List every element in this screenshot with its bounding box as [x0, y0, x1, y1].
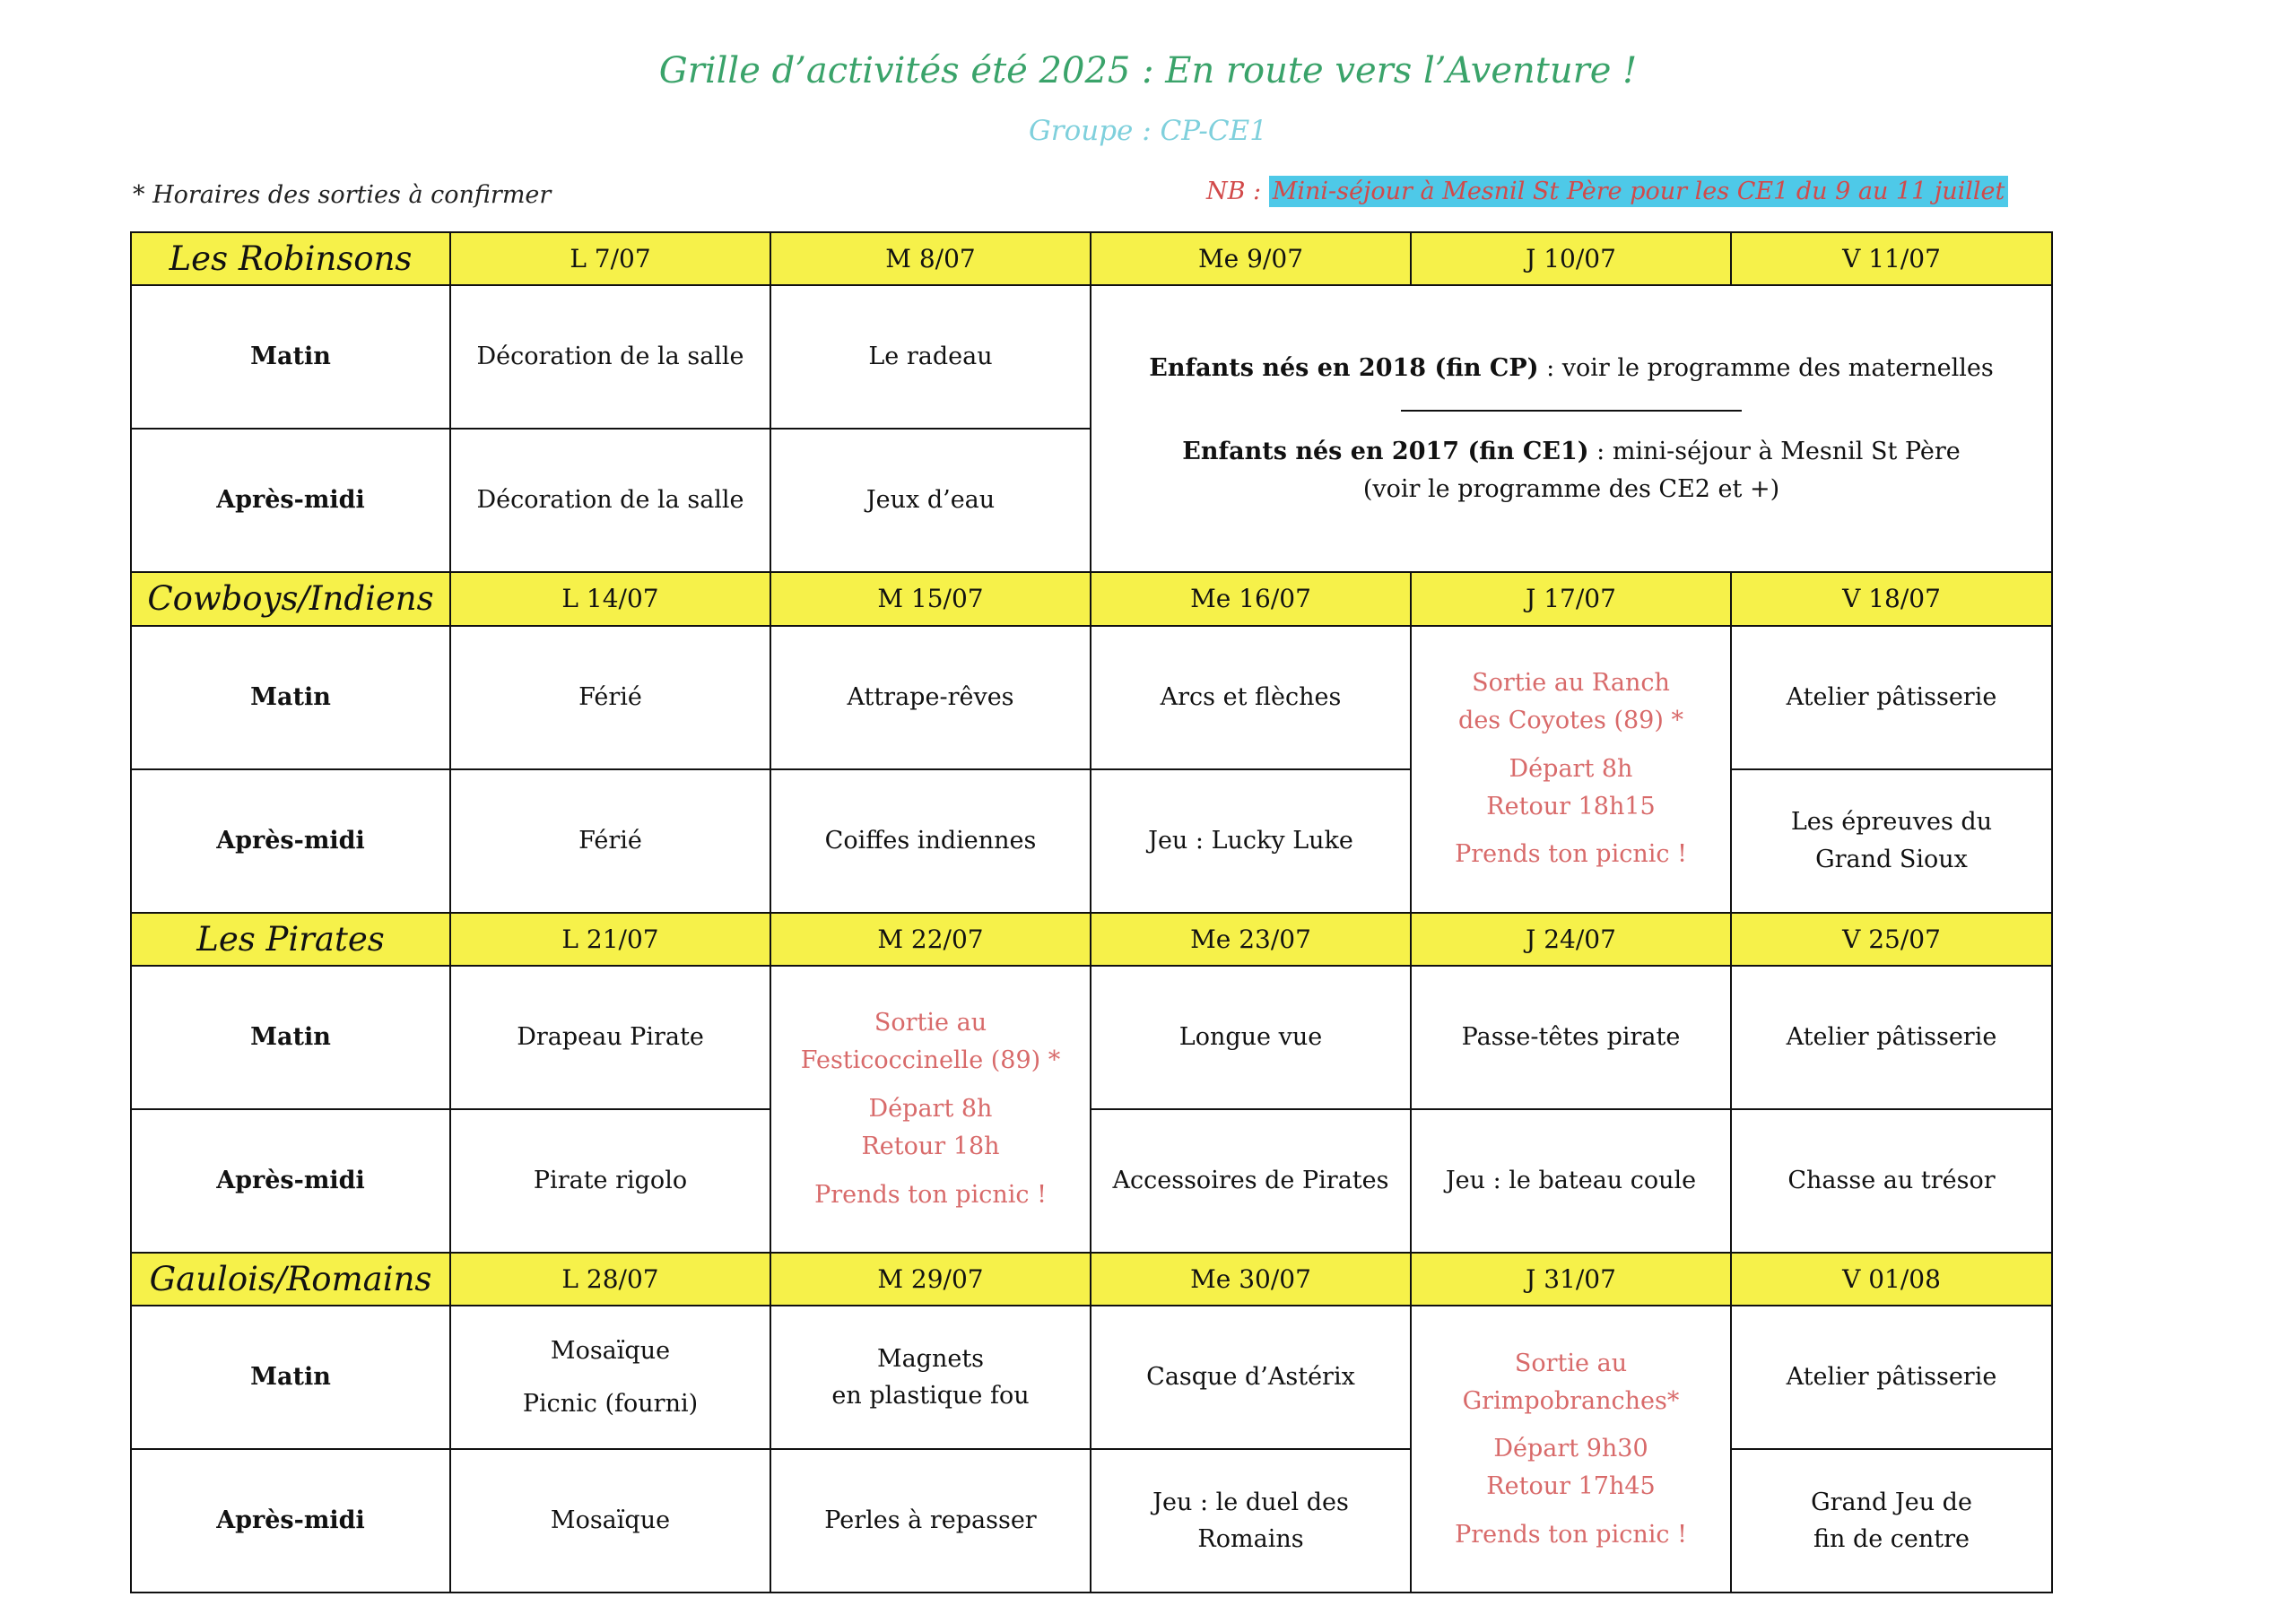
nb-label: NB :	[1206, 178, 1269, 205]
born-2017-line2: (voir le programme des CE2 et +)	[1362, 475, 1780, 504]
born-2018-bold: Enfants nés en 2018 (fin CP)	[1149, 353, 1539, 382]
outing-picnic: Prends ton picnic !	[814, 1180, 1047, 1209]
activity-line: Magnets	[876, 1344, 985, 1373]
day-header: L 21/07	[450, 913, 770, 966]
slot-label: Matin	[131, 1306, 450, 1449]
activity-cell: Chasse au trésor	[1731, 1109, 2052, 1253]
outing-return: Retour 17h45	[1486, 1472, 1656, 1501]
day-header: V 18/07	[1731, 572, 2052, 625]
activity-line: Grand Jeu de	[1811, 1488, 1972, 1516]
activity-line: fin de centre	[1813, 1525, 1970, 1554]
week-header	[131, 1253, 2052, 1306]
activity-cell: Casque d’Astérix	[1091, 1306, 1411, 1449]
activity-line: Jeu : le duel des	[1152, 1488, 1349, 1516]
activity-cell: Mosaïque	[450, 1449, 770, 1593]
slot-label: Après-midi	[131, 769, 450, 913]
activity-cell: Passe-têtes pirate	[1411, 966, 1731, 1109]
theme-label: Les Robinsons	[131, 232, 450, 285]
morning-row	[131, 1306, 2052, 1449]
theme-label: Les Pirates	[131, 913, 450, 966]
activity-grid	[130, 231, 2053, 1593]
activity-cell: Accessoires de Pirates	[1091, 1109, 1411, 1253]
activity-cell: Férié	[450, 769, 770, 913]
slot-label: Matin	[131, 966, 450, 1109]
outing-departure: Départ 9h30	[1493, 1435, 1648, 1463]
outing-return: Retour 18h15	[1486, 792, 1656, 820]
born-2017-bold: Enfants nés en 2017 (fin CE1)	[1182, 438, 1589, 466]
activity-cell: Longue vue	[1091, 966, 1411, 1109]
day-header: Me 23/07	[1091, 913, 1411, 966]
activity-cell: Drapeau Pirate	[450, 966, 770, 1109]
activity-cell	[1731, 769, 2052, 913]
outing-cell	[1411, 626, 1731, 913]
week-header	[131, 232, 2052, 285]
outing-departure: Départ 8h	[868, 1095, 993, 1124]
born-2018-line	[1099, 350, 2044, 387]
activity-cell: Atelier pâtisserie	[1731, 1306, 2052, 1449]
activity-line: Romains	[1197, 1525, 1304, 1554]
week-header	[131, 913, 2052, 966]
morning-row	[131, 285, 2052, 429]
born-2017-rest: : mini-séjour à Mesnil St Père	[1588, 438, 1961, 466]
afternoon-row	[131, 769, 2052, 913]
day-header: V 25/07	[1731, 913, 2052, 966]
outing-line: Sortie au Ranch	[1472, 669, 1670, 698]
born-2018-rest: : voir le programme des maternelles	[1538, 353, 1994, 382]
activity-line: Picnic (fourni)	[522, 1390, 699, 1419]
slot-label: Matin	[131, 626, 450, 769]
outing-picnic: Prends ton picnic !	[1455, 840, 1687, 869]
outing-departure: Départ 8h	[1509, 754, 1633, 783]
activity-cell	[450, 1306, 770, 1449]
activity-cell	[1091, 1449, 1411, 1593]
slot-label: Après-midi	[131, 1109, 450, 1253]
activity-cell: Atelier pâtisserie	[1731, 966, 2052, 1109]
activity-cell: Coiffes indiennes	[770, 769, 1091, 913]
activity-cell: Jeux d’eau	[770, 429, 1091, 572]
outing-cell	[1411, 1306, 1731, 1593]
page-title: Grille d’activités été 2025 : En route vers l’Aventure !	[658, 50, 1638, 91]
theme-label: Gaulois/Romains	[131, 1253, 450, 1306]
nb-highlight: Mini-séjour à Mesnil St Père pour les CE1 du 9 au 11 juillet	[1269, 176, 2009, 207]
morning-row	[131, 966, 2052, 1109]
activity-cell	[770, 1306, 1091, 1449]
activity-line: Grand Sioux	[1815, 845, 1968, 873]
day-header: J 10/07	[1411, 232, 1731, 285]
day-header: M 29/07	[770, 1253, 1091, 1306]
outing-line: Sortie au	[874, 1009, 987, 1037]
activity-cell: Jeu : Lucky Luke	[1091, 769, 1411, 913]
outing-return: Retour 18h	[861, 1132, 1000, 1160]
activity-cell: Jeu : le bateau coule	[1411, 1109, 1731, 1253]
activity-cell: Arcs et flèches	[1091, 626, 1411, 769]
day-header: V 01/08	[1731, 1253, 2052, 1306]
nb-note	[1206, 178, 2008, 205]
slot-label: Après-midi	[131, 1449, 450, 1593]
day-header: Me 30/07	[1091, 1253, 1411, 1306]
outing-cell	[770, 966, 1091, 1253]
outing-line: des Coyotes (89) *	[1458, 706, 1683, 734]
outing-picnic: Prends ton picnic !	[1455, 1521, 1687, 1549]
outing-line: Grimpobranches*	[1462, 1386, 1680, 1415]
activity-cell: Atelier pâtisserie	[1731, 626, 2052, 769]
activity-cell: Perles à repasser	[770, 1449, 1091, 1593]
afternoon-row	[131, 1449, 2052, 1593]
activity-cell: Attrape-rêves	[770, 626, 1091, 769]
slot-label: Après-midi	[131, 429, 450, 572]
activity-line: Mosaïque	[550, 1336, 671, 1365]
day-header: Me 16/07	[1091, 572, 1411, 625]
week-header	[131, 572, 2052, 625]
morning-row	[131, 626, 2052, 769]
day-header: M 15/07	[770, 572, 1091, 625]
afternoon-row	[131, 1109, 2052, 1253]
outing-line: Festicoccinelle (89) *	[800, 1046, 1061, 1075]
activity-line: Les épreuves du	[1790, 807, 1993, 836]
activity-cell: Le radeau	[770, 285, 1091, 429]
mini-sejour-cell	[1091, 285, 2052, 572]
day-header: J 24/07	[1411, 913, 1731, 966]
day-header: M 22/07	[770, 913, 1091, 966]
activity-cell: Férié	[450, 626, 770, 769]
activity-cell	[1731, 1449, 2052, 1593]
born-2017-line	[1099, 433, 2044, 471]
outing-line: Sortie au	[1514, 1349, 1628, 1377]
theme-label: Cowboys/Indiens	[131, 572, 450, 625]
day-header: J 31/07	[1411, 1253, 1731, 1306]
divider	[1401, 410, 1742, 412]
activity-cell: Décoration de la salle	[450, 429, 770, 572]
schedule-note: * Horaires des sorties à confirmer	[133, 181, 552, 209]
day-header: Me 9/07	[1091, 232, 1411, 285]
activity-cell: Décoration de la salle	[450, 285, 770, 429]
activity-line: en plastique fou	[831, 1382, 1030, 1410]
day-header: J 17/07	[1411, 572, 1731, 625]
day-header: L 28/07	[450, 1253, 770, 1306]
day-header: L 7/07	[450, 232, 770, 285]
activity-cell: Pirate rigolo	[450, 1109, 770, 1253]
day-header: V 11/07	[1731, 232, 2052, 285]
slot-label: Matin	[131, 285, 450, 429]
day-header: M 8/07	[770, 232, 1091, 285]
group-subtitle: Groupe : CP-CE1	[1029, 115, 1267, 147]
day-header: L 14/07	[450, 572, 770, 625]
